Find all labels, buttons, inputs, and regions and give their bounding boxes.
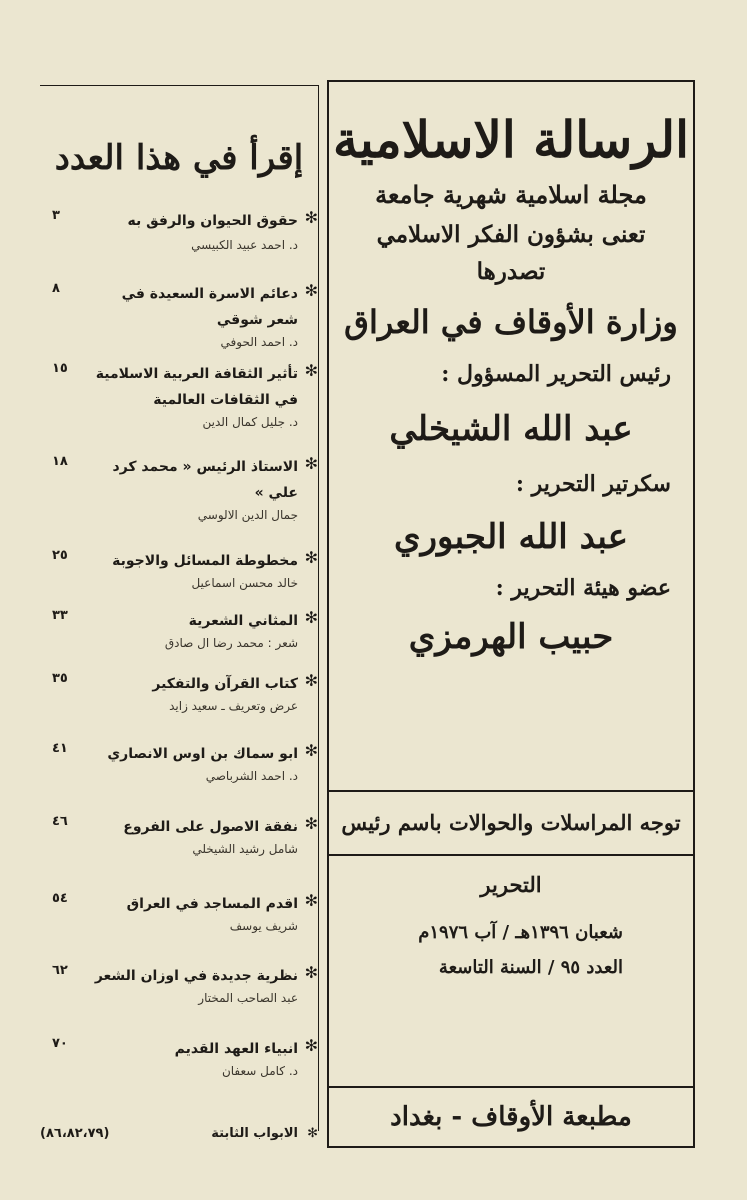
board-member-name: حبيب الهرمزي xyxy=(408,617,614,657)
toc-item xyxy=(40,361,318,433)
toc-title: اقدم المساجد في العراق xyxy=(126,896,298,912)
toc-author: د. جليل كمال الدين xyxy=(202,415,298,429)
toc-author: شعر : محمد رضا ال صادق xyxy=(164,636,298,650)
toc-item xyxy=(40,891,318,941)
toc-title: تأثير الثقافة العربية الاسلامية في الثقافات العالمية xyxy=(95,366,298,408)
toc-author: خالد محسن اسماعيل xyxy=(191,576,298,590)
ministry-name: وزارة الأوقاف في العراق xyxy=(344,303,678,341)
toc-title: كتاب القرآن والتفكير xyxy=(152,676,298,692)
asterisk-icon: ✻ xyxy=(304,608,318,627)
asterisk-icon: ✻ xyxy=(304,361,318,380)
asterisk-icon: ✻ xyxy=(304,741,318,760)
toc-page: ٣٣ xyxy=(52,608,68,623)
toc-page: ٣ xyxy=(52,208,60,223)
toc-item xyxy=(40,963,318,1013)
toc-page: ٣٥ xyxy=(52,671,68,686)
board-label: عضو هيئة التحرير : xyxy=(495,575,671,601)
toc-item xyxy=(40,281,318,351)
masthead xyxy=(329,82,693,790)
toc-title: مخطوطة المسائل والاجوبة xyxy=(112,553,298,569)
toc-item xyxy=(40,608,318,658)
toc-item xyxy=(40,741,318,791)
asterisk-icon: ✻ xyxy=(304,891,318,910)
issue-number: العدد ٩٥ / السنة التاسعة xyxy=(438,957,623,978)
issue-info xyxy=(329,922,693,992)
toc-title: المثاني الشعرية xyxy=(188,613,298,629)
printer-name: مطبعة الأوقاف - بغداد xyxy=(329,1086,693,1146)
toc-page: ١٨ xyxy=(52,454,68,469)
toc-title: نظرية جديدة في اوزان الشعر xyxy=(94,968,298,984)
toc-author: عبد الصاحب المختار xyxy=(198,991,298,1005)
asterisk-icon: ✻ xyxy=(304,963,318,982)
toc-author: د. احمد عبيد الكبيسي xyxy=(191,238,298,252)
toc-item xyxy=(40,454,318,526)
toc-item xyxy=(40,548,318,598)
toc-page: ٤٦ xyxy=(52,814,68,829)
toc-page: ١٥ xyxy=(52,361,68,376)
magazine-title: الرسالة الاسلامية xyxy=(332,110,690,169)
asterisk-icon: ✻ xyxy=(304,1036,318,1055)
toc-author: عرض وتعريف ـ سعيد زايد xyxy=(169,699,298,713)
fixed-sections-pages: (٨٦،٨٢،٧٩) xyxy=(40,1126,110,1141)
toc-author: شامل رشيد الشيخلي xyxy=(192,842,298,856)
toc-author: شريف يوسف xyxy=(229,919,298,933)
subtitle-line-1: مجلة اسلامية شهرية جامعة xyxy=(375,180,647,209)
secretary-name: عبد الله الجبوري xyxy=(394,517,628,557)
subtitle-line-3: تصدرها xyxy=(476,258,546,285)
table-of-contents xyxy=(40,85,319,1131)
toc-page: ٨ xyxy=(52,281,60,296)
toc-page: ٥٤ xyxy=(52,891,68,906)
toc-title: انبياء العهد القديم xyxy=(174,1041,298,1057)
fixed-sections-row xyxy=(40,1126,318,1148)
asterisk-icon: ✻ xyxy=(304,208,318,227)
fixed-sections-title: الابواب الثابتة xyxy=(211,1126,298,1141)
toc-author: جمال الدين الالوسي xyxy=(197,508,298,522)
toc-item xyxy=(40,1036,318,1086)
toc-item xyxy=(40,671,318,721)
editor-label: رئيس التحرير المسؤول : xyxy=(441,361,671,387)
asterisk-icon: ✻ xyxy=(304,814,318,833)
toc-author: د. احمد الحوفي xyxy=(220,335,298,349)
toc-item xyxy=(40,814,318,864)
toc-page: ٢٥ xyxy=(52,548,68,563)
toc-title: ابو سماك بن اوس الانصاري xyxy=(107,746,298,762)
correspondence-notice: توجه المراسلات والحوالات باسم رئيس التحرير xyxy=(329,790,693,856)
subtitle-line-2: تعنى بشؤون الفكر الاسلامي xyxy=(376,221,646,248)
secretary-label: سكرتير التحرير : xyxy=(515,471,671,497)
toc-title: الاستاذ الرئيس « محمد كرد علي » xyxy=(112,459,298,501)
toc-item xyxy=(40,208,318,258)
toc-title: دعائم الاسرة السعيدة في شعر شوقي xyxy=(121,286,298,328)
asterisk-icon: ✻ xyxy=(304,548,318,567)
asterisk-icon: ✻ xyxy=(304,454,318,473)
toc-heading: إقرأ في هذا العدد xyxy=(54,138,304,178)
toc-page: ٤١ xyxy=(52,741,68,756)
toc-author: د. كامل سعفان xyxy=(221,1064,298,1078)
issue-date: شعبان ١٣٩٦هـ / آب ١٩٧٦م xyxy=(418,922,623,943)
asterisk-icon: ✻ xyxy=(307,1126,318,1141)
toc-page: ٧٠ xyxy=(52,1036,68,1051)
masthead-panel xyxy=(327,80,695,1148)
toc-title: حقوق الحيوان والرفق به xyxy=(127,213,298,229)
editor-name: عبد الله الشيخلي xyxy=(389,409,633,449)
toc-author: د. احمد الشرباصي xyxy=(205,769,298,783)
toc-title: نفقة الاصول على الفروع xyxy=(123,819,298,835)
toc-page: ٦٢ xyxy=(52,963,68,978)
asterisk-icon: ✻ xyxy=(304,281,318,300)
asterisk-icon: ✻ xyxy=(304,671,318,690)
